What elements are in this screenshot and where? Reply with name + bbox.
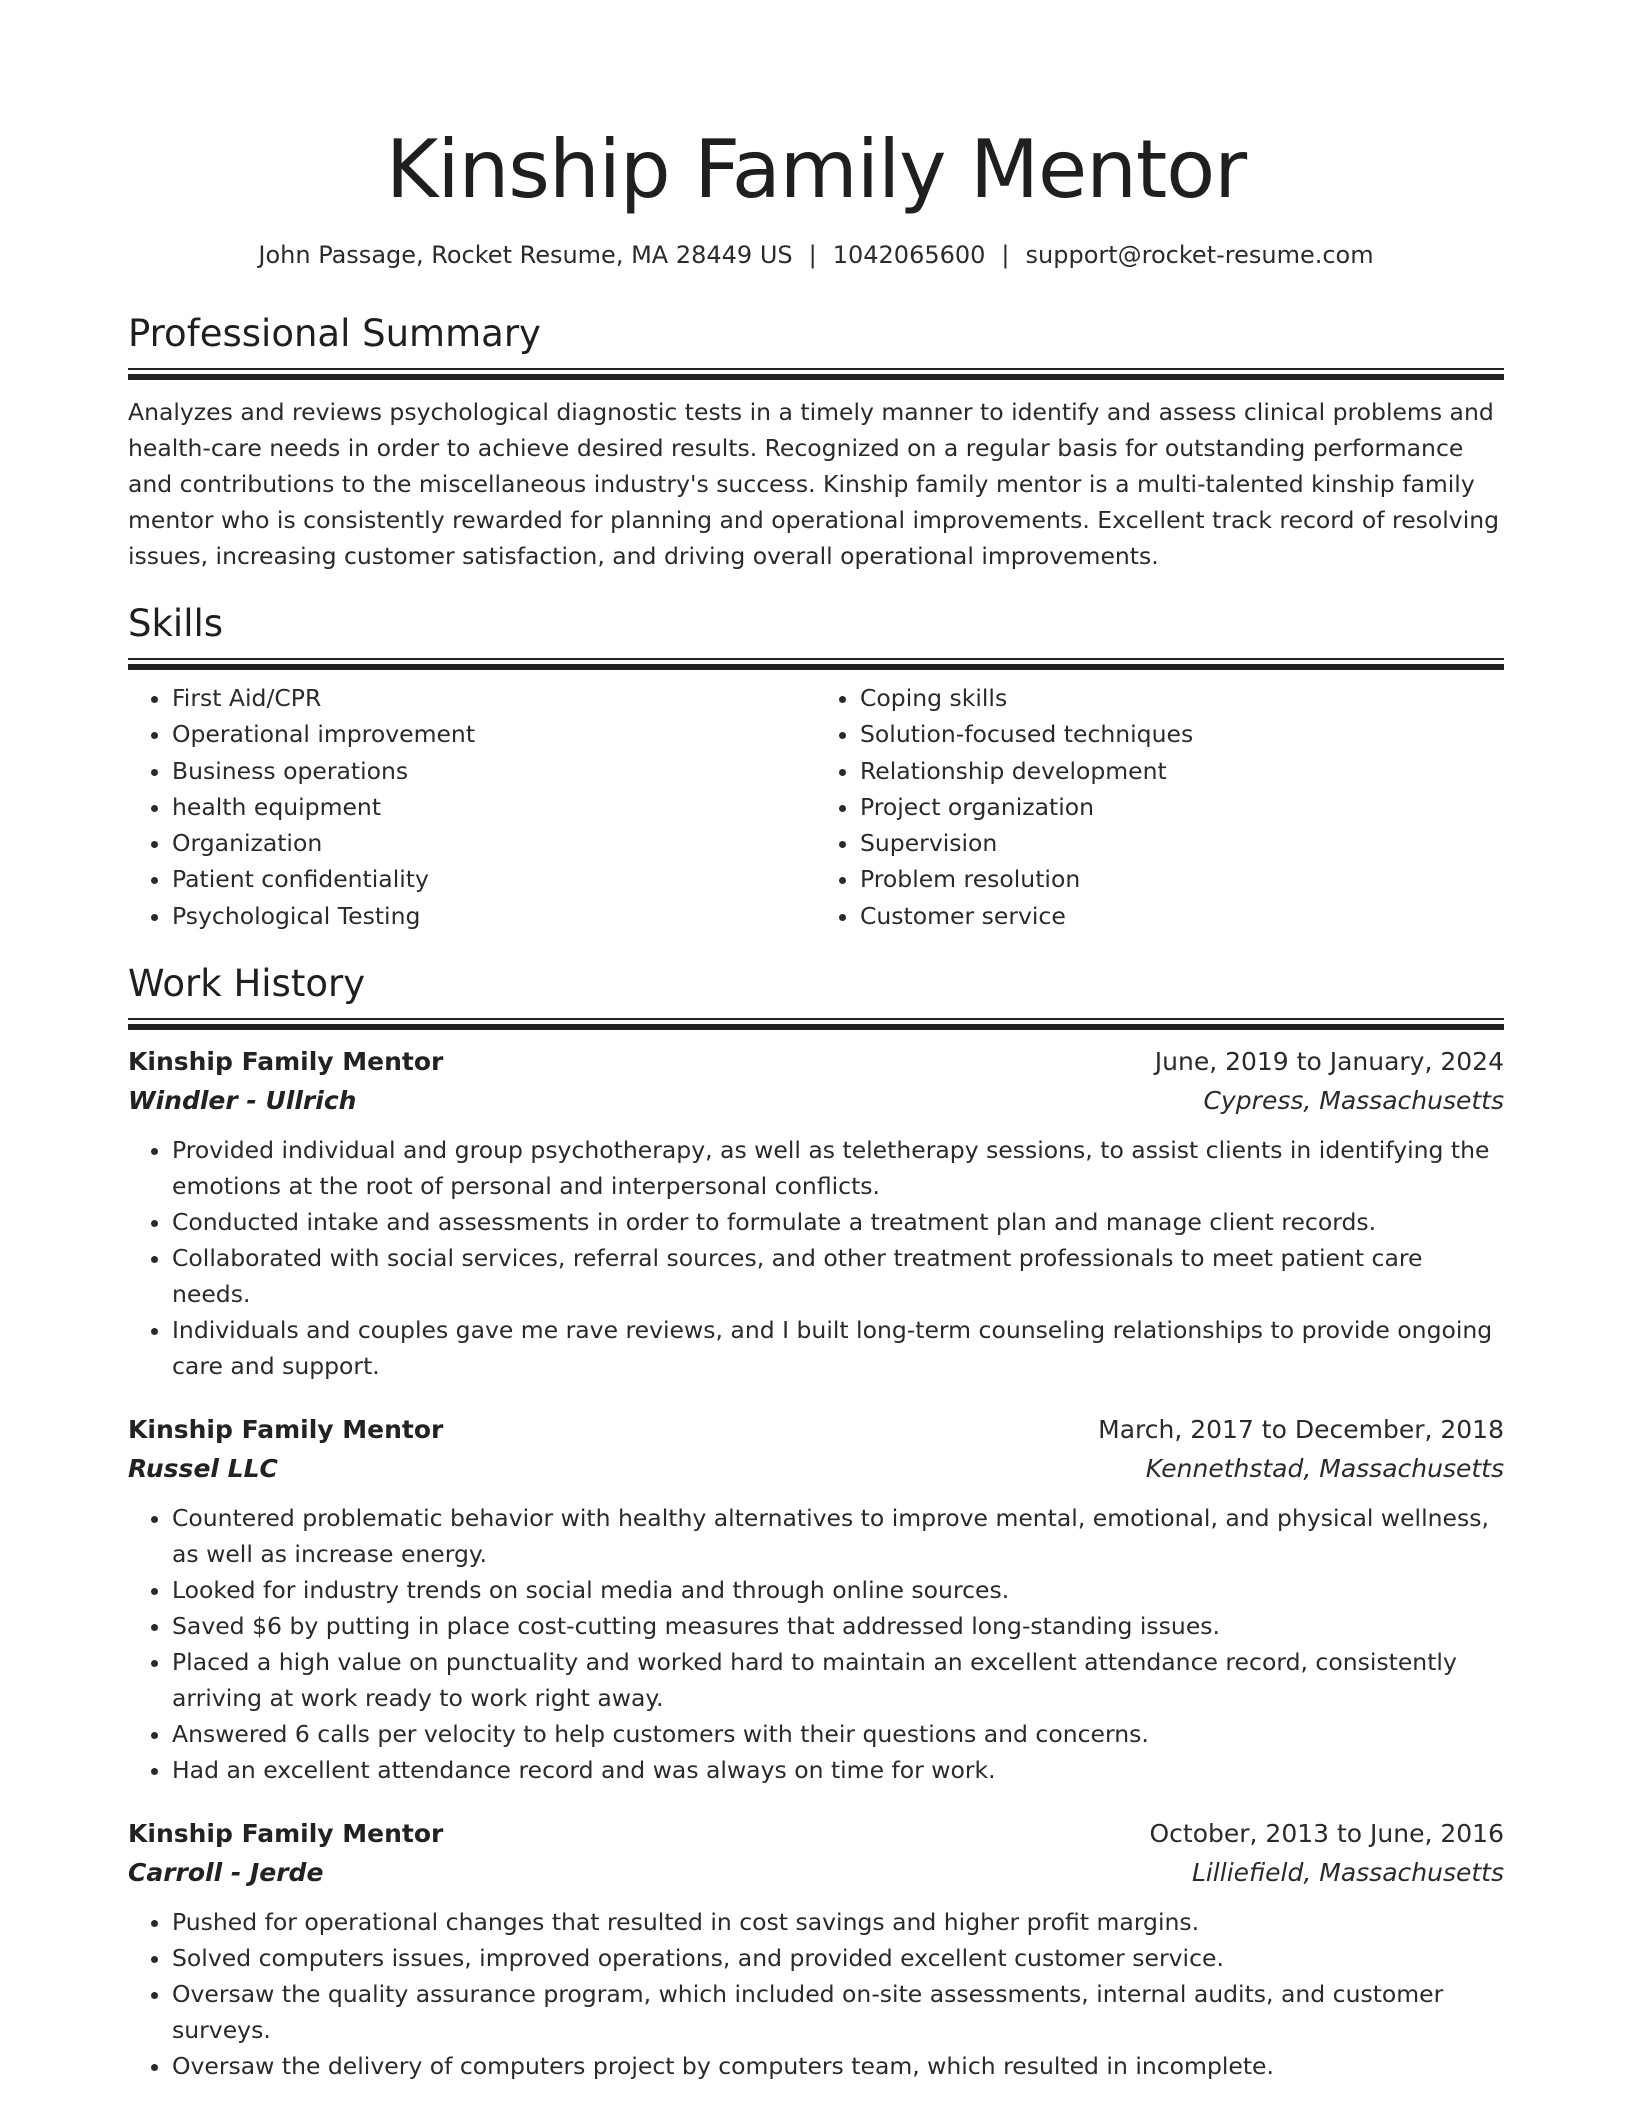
job-entry [128,1814,1504,2084]
job-company: Carroll - Jerde [128,1858,324,1888]
job-bullet: • Provided individual and group psychotherapy, as well as teletherapy sessions, to assist clients in identifying the emotions at the root of personal and interpersonal conflicts. [172,1132,1504,1204]
job-location: Cypress, Massachusetts [1203,1086,1504,1116]
skill-item: • Psychological Testing [172,898,816,934]
job-bullet: • Answered 6 calls per velocity to help customers with their questions and concerns. [172,1716,1504,1752]
contact-phone: 1042065600 [832,241,986,269]
resume-name: Kinship Family Mentor [385,123,1247,216]
job-bullet: • Oversaw the quality assurance program, which included on-site assessments, internal audits, and customer surveys. [172,1976,1504,2048]
skill-item: • Solution-focused techniques [860,716,1504,752]
contact-email: support@rocket-resume.com [1025,241,1374,269]
job-company-row [128,1854,1504,1892]
summary-title: Professional Summary [128,312,541,355]
job-bullet: • Conducted intake and assessments in order to formulate a treatment plan and manage client records. [172,1204,1504,1240]
job-bullet: • Looked for industry trends on social media and through online sources. [172,1572,1504,1608]
job-company: Windler - Ullrich [128,1086,357,1116]
skills-section [128,600,1504,934]
job-bullet: • Collaborated with social services, referral sources, and other treatment professionals to meet patient care needs. [172,1240,1504,1312]
skills-right-column [816,680,1504,934]
skill-item: • Operational improvement [172,716,816,752]
job-dates: October, 2013 to June, 2016 [1149,1819,1504,1849]
skill-item: • First Aid/CPR [172,680,816,716]
job-bullet: • Saved $6 by putting in place cost-cutting measures that addressed long-standing issues. [172,1608,1504,1644]
job-header-row [128,1410,1504,1450]
skills-left-column [128,680,816,934]
skill-item: • Business operations [172,753,816,789]
job-title: Kinship Family Mentor [128,1415,444,1445]
section-divider [128,368,1504,382]
skill-item: • Patient confidentiality [172,861,816,897]
skills-title: Skills [128,602,224,645]
contact-separator: | [808,241,817,269]
skill-item: • Problem resolution [860,861,1504,897]
skill-item: • Relationship development [860,753,1504,789]
job-company-row [128,1082,1504,1120]
job-header-row [128,1042,1504,1082]
contact-line [128,238,1504,272]
section-divider [128,658,1504,672]
job-bullet: • Countered problematic behavior with healthy alternatives to improve mental, emotional, and physical wellness, as well as increase energy. [172,1500,1504,1572]
summary-text: Analyzes and reviews psychological diagnostic tests in a timely manner to identify and assess clinical problems and health-care needs in order to achieve desired results. Recognized on a regular basis for outstanding performance and contributions to the miscellaneous industry's success. Kinship family mentor is a multi-talented kinship family mentor who is consistently rewarded for planning and operational improvements. Excellent track record of resolving issues, increasing customer satisfaction, and driving overall operational improvements. [128,398,1500,570]
job-company: Russel LLC [128,1454,278,1484]
job-entry [128,1042,1504,1384]
job-bullet: • Solved computers issues, improved operations, and provided excellent customer service. [172,1940,1504,1976]
skill-item: • Coping skills [860,680,1504,716]
job-title: Kinship Family Mentor [128,1047,444,1077]
job-company-row [128,1450,1504,1488]
skill-item: • Organization [172,825,816,861]
resume-page [128,120,1504,2084]
skill-item: • health equipment [172,789,816,825]
job-dates: March, 2017 to December, 2018 [1098,1415,1504,1445]
job-bullet: • Placed a high value on punctuality and worked hard to maintain an excellent attendance record, consistently arriving at work ready to work right away. [172,1644,1504,1716]
job-bullets [128,1500,1504,1788]
skill-item: • Supervision [860,825,1504,861]
job-bullets [128,1132,1504,1384]
job-location: Lilliefield, Massachusetts [1191,1858,1504,1888]
job-bullet: • Pushed for operational changes that resulted in cost savings and higher profit margins. [172,1904,1504,1940]
work-history-section [128,960,1504,2084]
job-entry [128,1410,1504,1788]
job-title: Kinship Family Mentor [128,1819,444,1849]
contact-address: John Passage, Rocket Resume, MA 28449 US [258,241,793,269]
summary-section [128,310,1504,574]
contact-separator: | [1001,241,1010,269]
work-history-title: Work History [128,962,366,1006]
skills-columns [128,680,1504,934]
section-divider [128,1018,1504,1032]
job-bullet: • Oversaw the delivery of computers project by computers team, which resulted in incomplete. [172,2048,1504,2084]
job-header-row [128,1814,1504,1854]
job-bullet: • Individuals and couples gave me rave reviews, and I built long-term counseling relationships to provide ongoing care and support. [172,1312,1504,1384]
skill-item: • Customer service [860,898,1504,934]
job-bullet: • Had an excellent attendance record and was always on time for work. [172,1752,1504,1788]
job-location: Kennethstad, Massachusetts [1145,1454,1504,1484]
job-dates: June, 2019 to January, 2024 [1154,1047,1504,1077]
job-bullets [128,1904,1504,2084]
skill-item: • Project organization [860,789,1504,825]
